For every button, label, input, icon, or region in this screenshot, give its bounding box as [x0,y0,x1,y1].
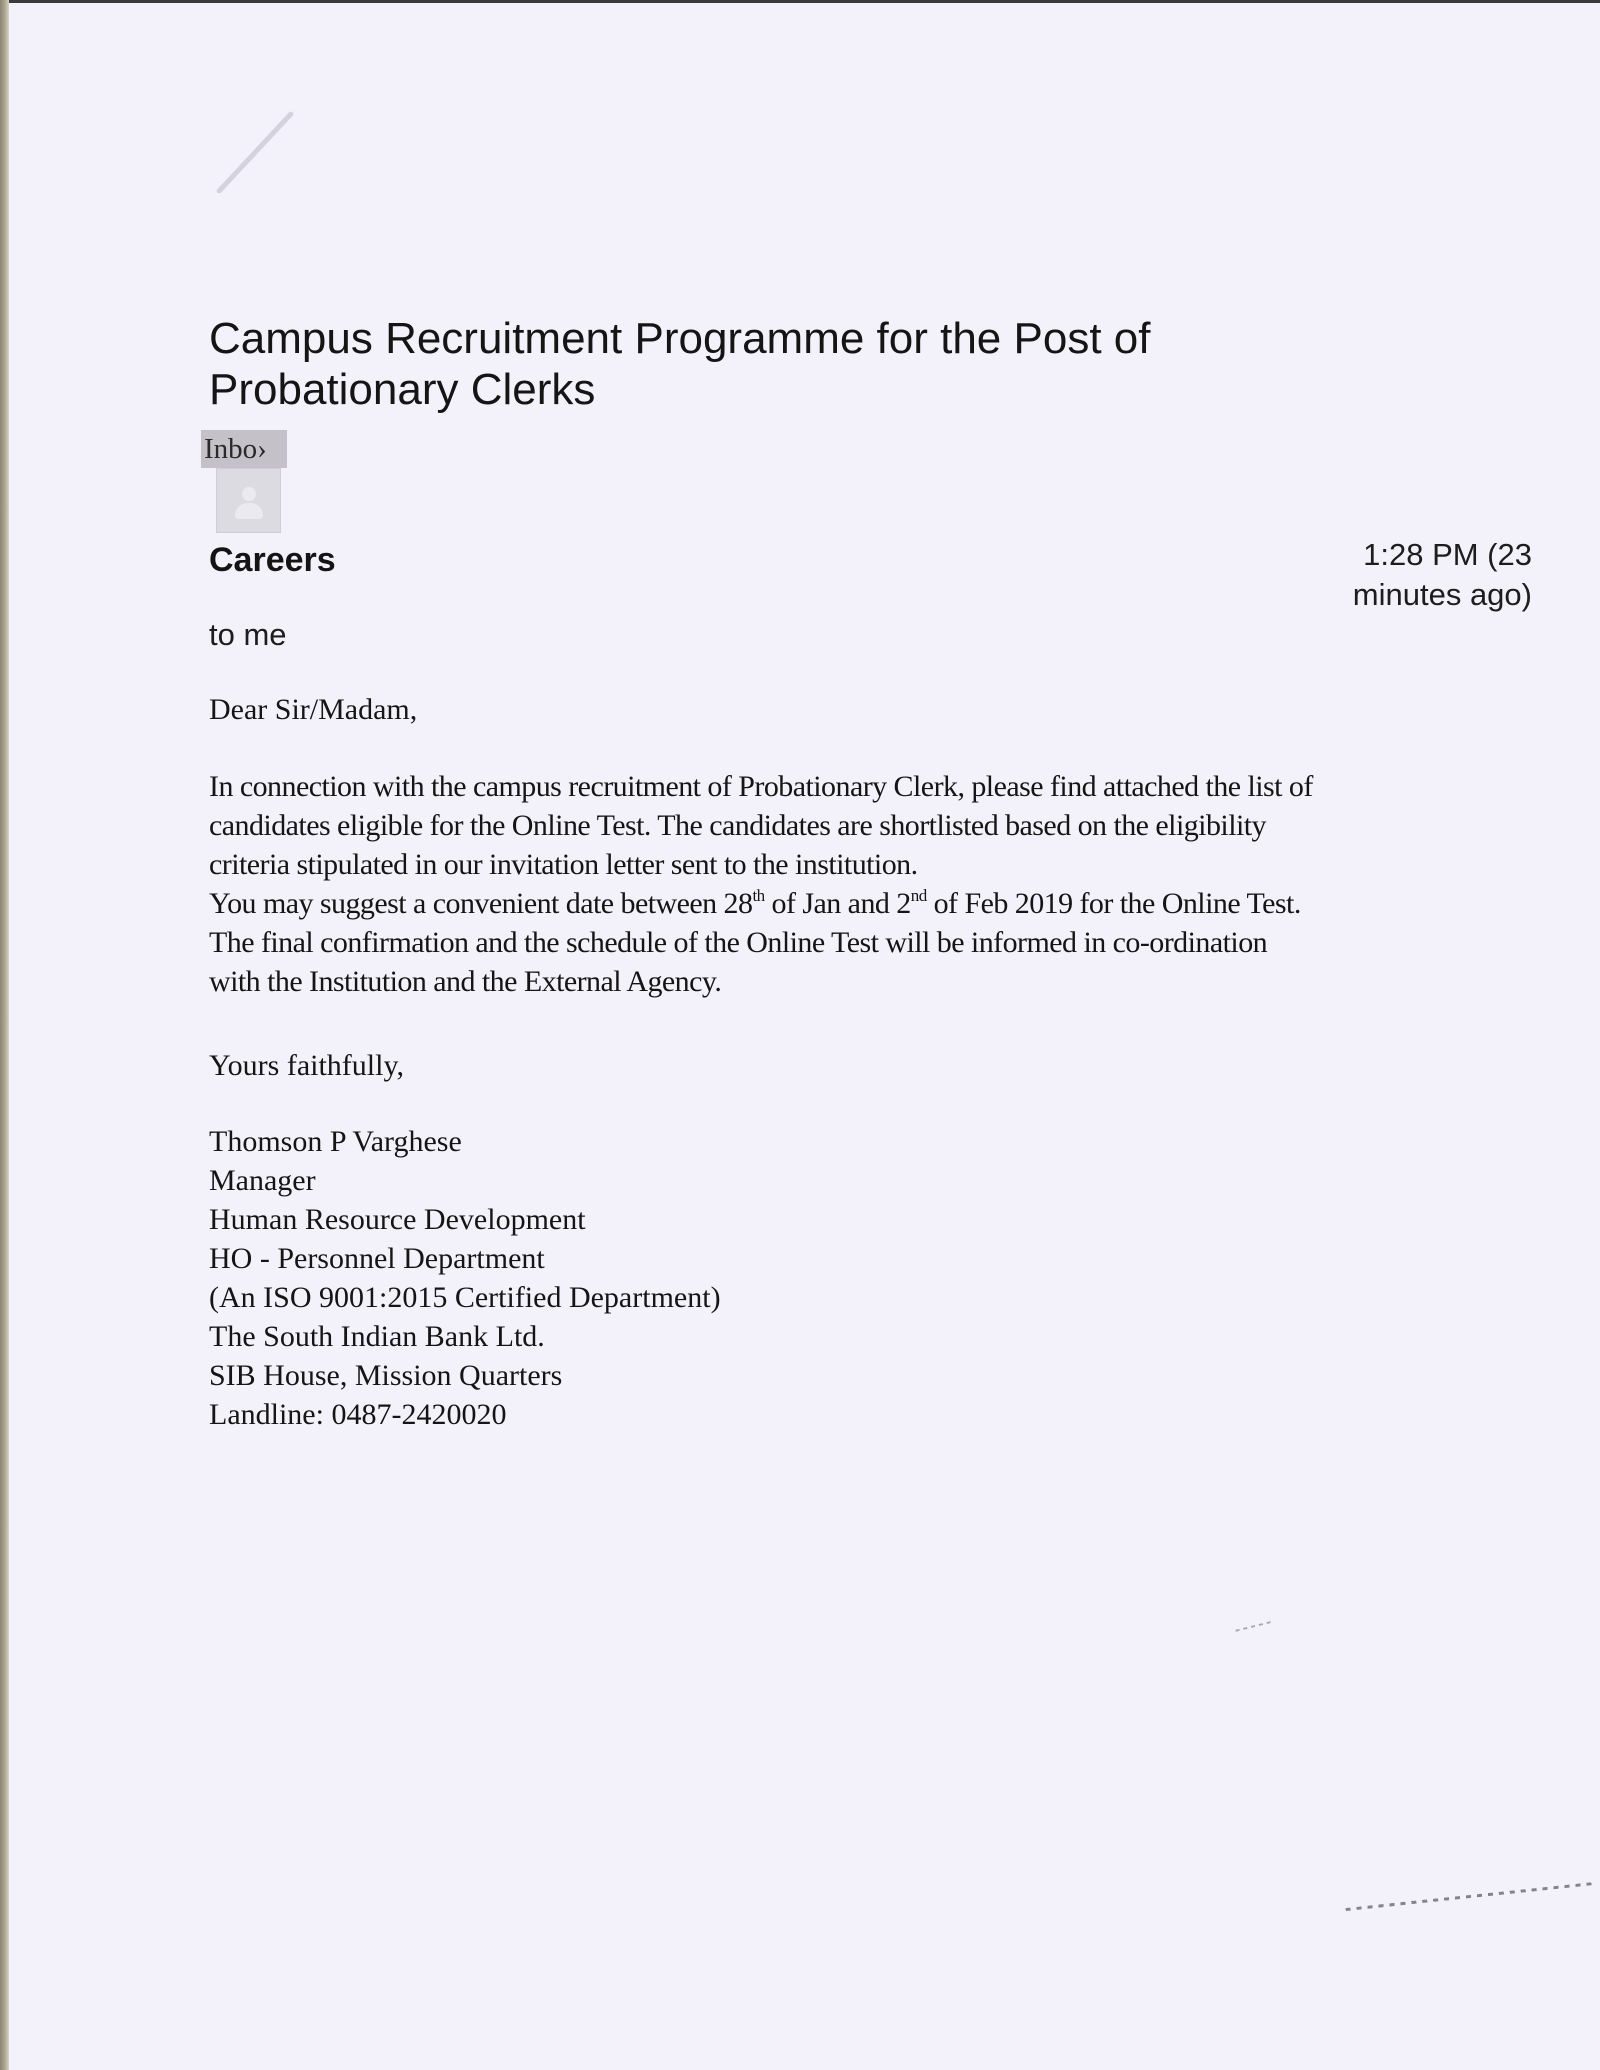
body-line: candidates eligible for the Online Test. The candidates are shortlisted based on the eligibility [209,809,1267,842]
date-text-a: You may suggest a convenient date between 28 [209,887,753,920]
body-line: criteria stipulated in our invitation letter sent to the institution. [209,848,918,881]
email-signature [209,1122,1549,1434]
date-text-b: of Jan and 2 [764,887,911,920]
signature-organization: The South Indian Bank Ltd. [209,1320,545,1353]
signature-title: Manager [209,1164,316,1197]
email-closing: Yours faithfully, [209,1049,405,1082]
signature-department: HO - Personnel Department [209,1242,545,1275]
email-body-paragraph [209,767,1549,1001]
body-line: with the Institution and the External Agency. [209,965,722,998]
ordinal-th: th [752,886,765,905]
signature-division: Human Resource Development [209,1203,586,1236]
date-text-c: of Feb 2019 for the Online Test. [926,887,1301,920]
signature-certification: (An ISO 9001:2015 Certified Department) [209,1281,721,1314]
sender-name[interactable]: Careers [209,541,336,579]
email-timestamp: 1:28 PM (23 minutes ago) [1352,537,1532,612]
ordinal-nd: nd [910,886,927,905]
email-subject: Campus Recruitment Programme for the Post of Probationary Clerks [209,314,1151,414]
body-line: In connection with the campus recruitment of Probationary Clerk, please find attached the list of [209,770,1313,803]
inbox-label-chip[interactable]: Inbo› [201,430,287,468]
sender-avatar[interactable] [216,468,281,533]
recipient-line[interactable]: to me [209,617,287,652]
body-line: The final confirmation and the schedule of the Online Test will be informed in co-ordination [209,926,1268,959]
email-greeting: Dear Sir/Madam, [209,693,418,726]
body-line-dates [209,884,1549,923]
signature-address: SIB House, Mission Quarters [209,1359,563,1392]
signature-name: Thomson P Varghese [209,1125,462,1158]
signature-phone: Landline: 0487-2420020 [209,1398,507,1431]
